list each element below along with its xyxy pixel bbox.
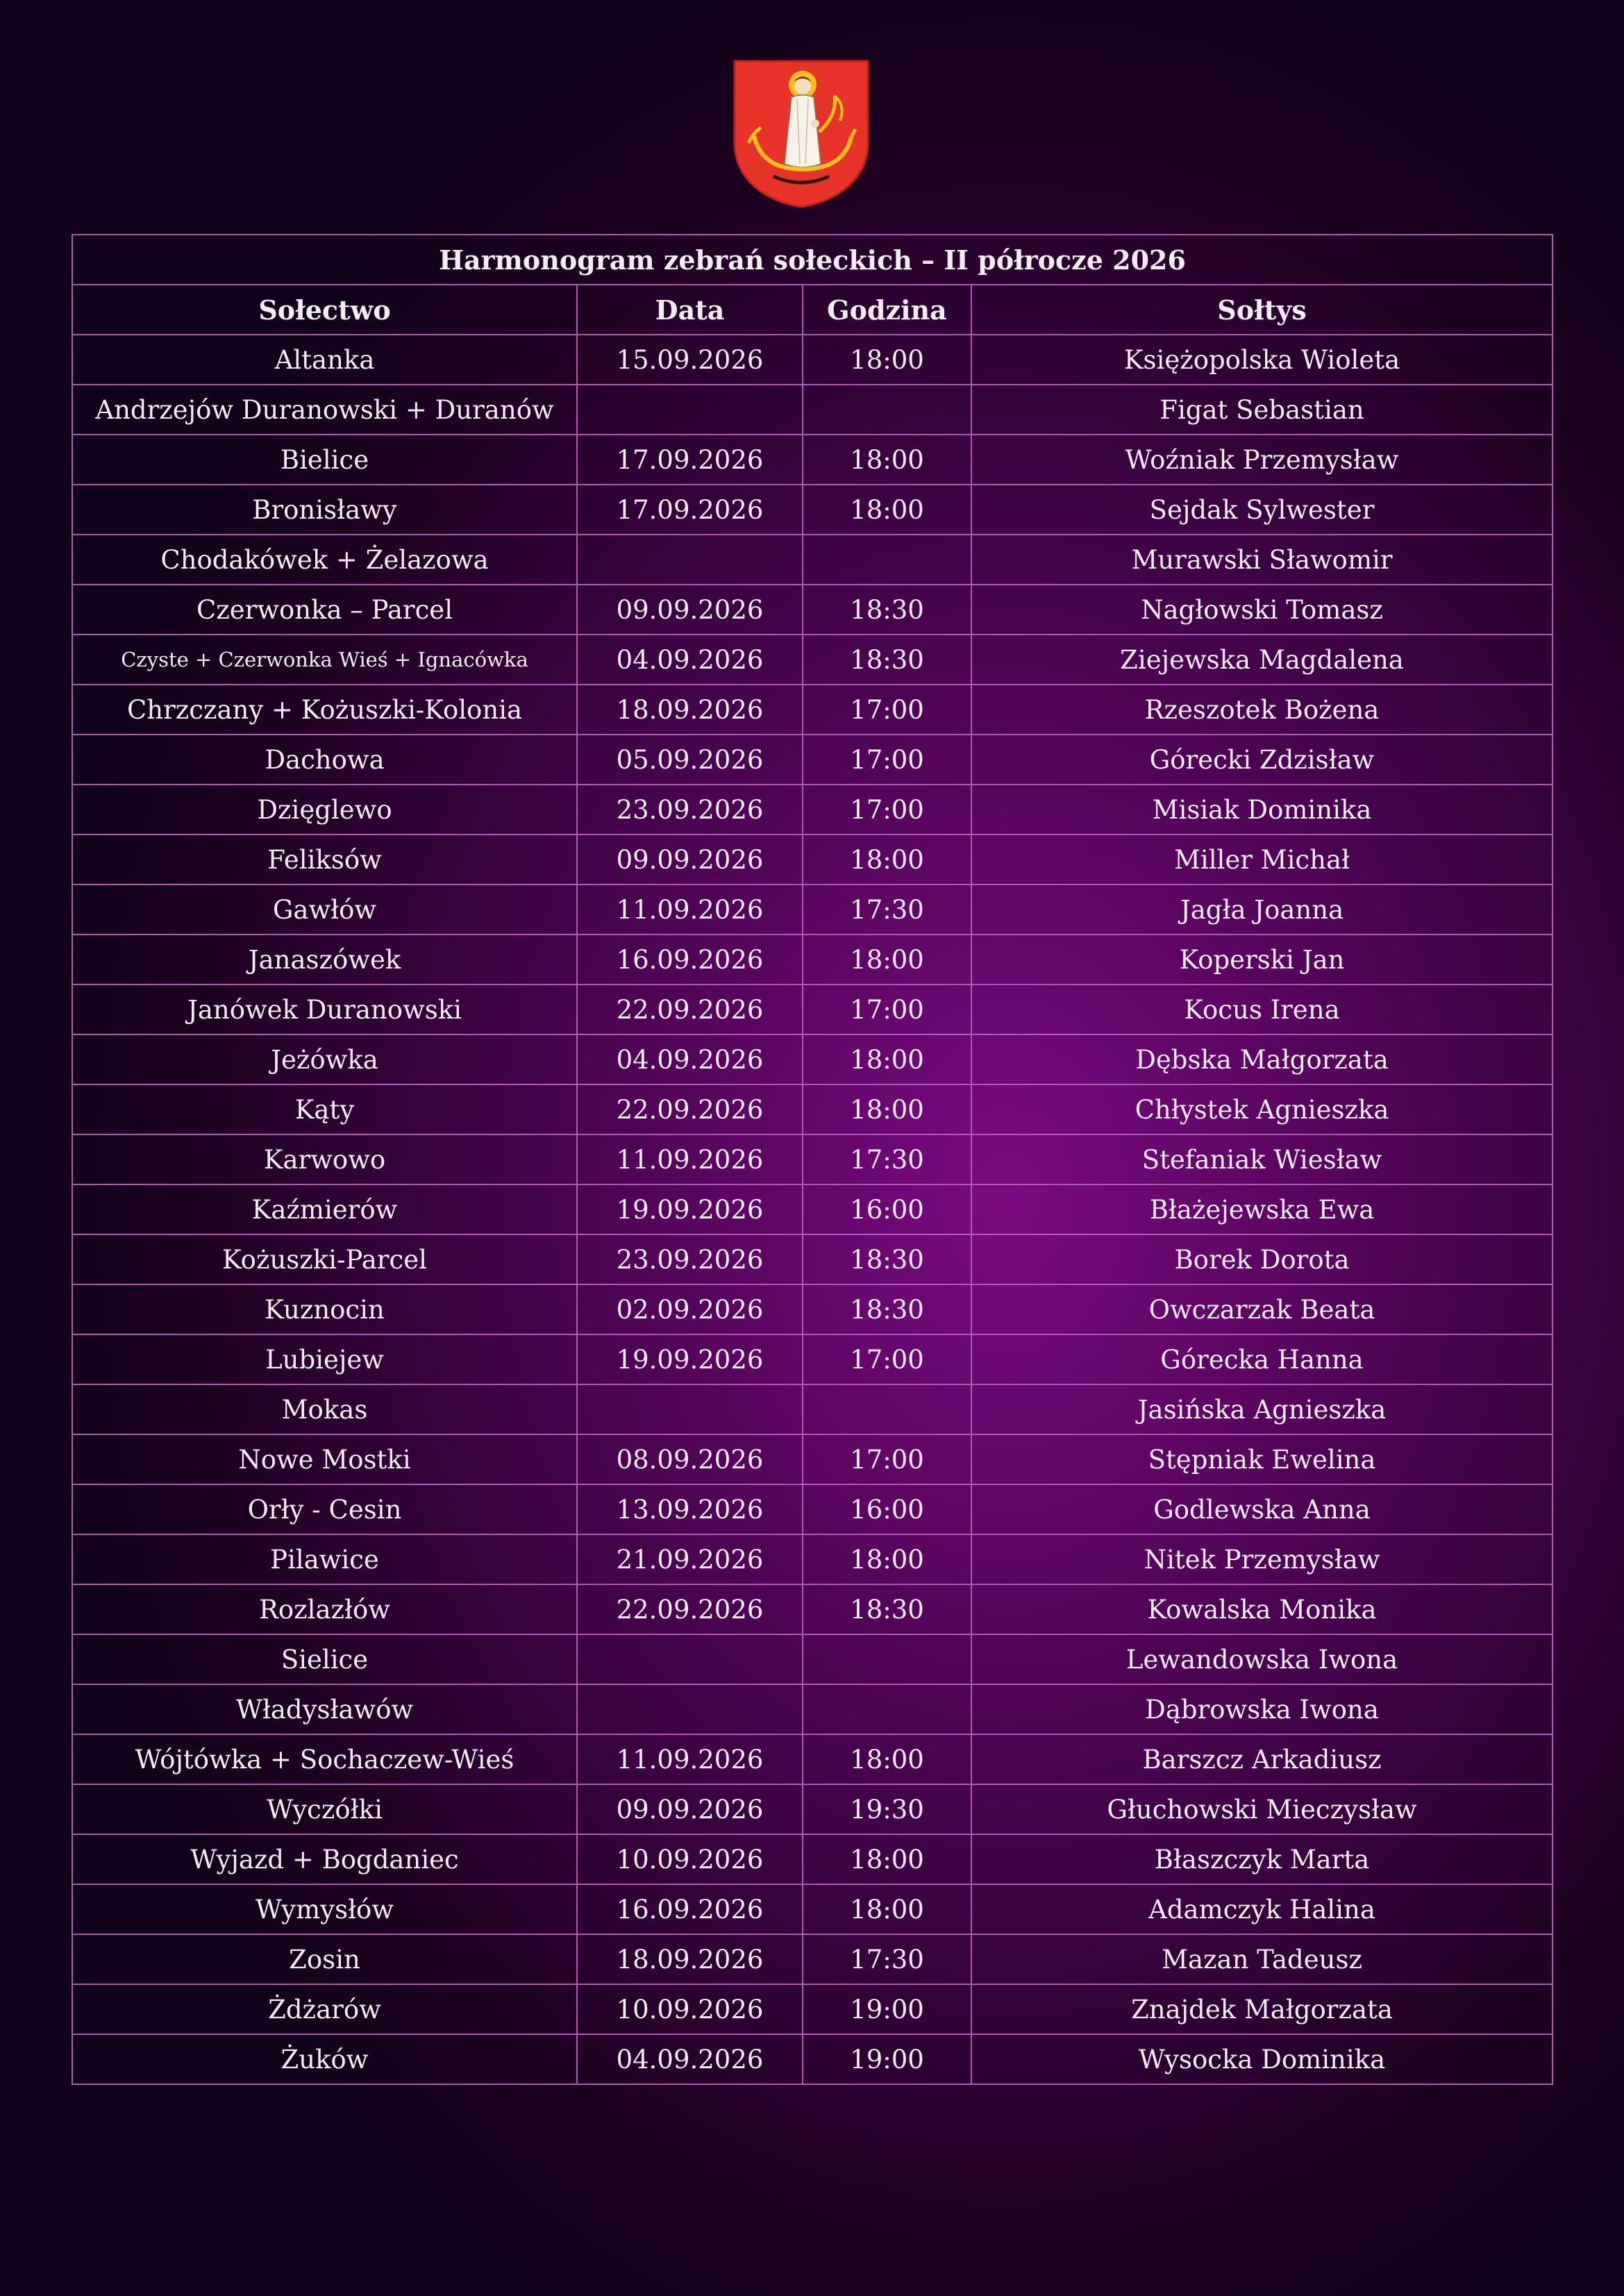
cell-data: 16.09.2026 xyxy=(577,1884,803,1934)
cell-soltys: Kocus Irena xyxy=(971,984,1552,1034)
cell-godzina xyxy=(803,1684,971,1734)
cell-data: 22.09.2026 xyxy=(577,984,803,1034)
cell-solectwo: Kożuszki-Parcel xyxy=(72,1234,577,1284)
cell-godzina: 17:00 xyxy=(803,785,971,835)
cell-godzina: 18:30 xyxy=(803,585,971,635)
cell-godzina xyxy=(803,385,971,435)
cell-solectwo: Wyczółki xyxy=(72,1784,577,1834)
cell-data xyxy=(577,1384,803,1434)
cell-solectwo: Wymysłów xyxy=(72,1884,577,1934)
cell-soltys: Barszcz Arkadiusz xyxy=(971,1734,1552,1784)
table-row xyxy=(72,1884,1552,1934)
cell-data: 13.09.2026 xyxy=(577,1484,803,1534)
cell-godzina: 16:00 xyxy=(803,1484,971,1534)
table-row xyxy=(72,485,1552,535)
column-header-godzina: Godzina xyxy=(803,285,971,335)
cell-soltys: Górecki Zdzisław xyxy=(971,735,1552,785)
cell-soltys: Stefaniak Wiesław xyxy=(971,1134,1552,1184)
cell-soltys: Chłystek Agnieszka xyxy=(971,1084,1552,1134)
cell-data: 08.09.2026 xyxy=(577,1434,803,1484)
table-row xyxy=(72,1434,1552,1484)
cell-data: 17.09.2026 xyxy=(577,435,803,485)
table-row xyxy=(72,1934,1552,1984)
cell-godzina: 18:00 xyxy=(803,335,971,385)
cell-soltys: Misiak Dominika xyxy=(971,785,1552,835)
table-row xyxy=(72,1334,1552,1384)
cell-godzina: 18:00 xyxy=(803,1834,971,1884)
cell-godzina: 18:00 xyxy=(803,1734,971,1784)
cell-solectwo: Żuków xyxy=(72,2034,577,2084)
cell-godzina xyxy=(803,1634,971,1684)
column-header-soltys: Sołtys xyxy=(971,285,1552,335)
cell-soltys: Adamczyk Halina xyxy=(971,1884,1552,1934)
cell-godzina: 18:00 xyxy=(803,435,971,485)
cell-godzina: 18:30 xyxy=(803,635,971,685)
cell-solectwo: Władysławów xyxy=(72,1684,577,1734)
table-row xyxy=(72,385,1552,435)
cell-data: 23.09.2026 xyxy=(577,785,803,835)
cell-godzina xyxy=(803,535,971,585)
cell-soltys: Lewandowska Iwona xyxy=(971,1634,1552,1684)
cell-soltys: Znajdek Małgorzata xyxy=(971,1984,1552,2034)
cell-godzina: 17:30 xyxy=(803,1134,971,1184)
cell-solectwo: Lubiejew xyxy=(72,1334,577,1384)
cell-data: 05.09.2026 xyxy=(577,735,803,785)
cell-solectwo: Czerwonka – Parcel xyxy=(72,585,577,635)
cell-godzina: 17:00 xyxy=(803,735,971,785)
cell-data: 09.09.2026 xyxy=(577,1784,803,1834)
cell-godzina: 18:00 xyxy=(803,1034,971,1084)
cell-solectwo: Sielice xyxy=(72,1634,577,1684)
cell-godzina: 18:00 xyxy=(803,1534,971,1584)
table-row xyxy=(72,1534,1552,1584)
cell-soltys: Górecka Hanna xyxy=(971,1334,1552,1384)
cell-soltys: Nagłowski Tomasz xyxy=(971,585,1552,635)
cell-godzina: 18:00 xyxy=(803,485,971,535)
cell-solectwo: Żdżarów xyxy=(72,1984,577,2034)
table-row xyxy=(72,1834,1552,1884)
cell-soltys: Ziejewska Magdalena xyxy=(971,635,1552,685)
cell-solectwo: Bronisławy xyxy=(72,485,577,535)
cell-solectwo: Andrzejów Duranowski + Duranów xyxy=(72,385,577,435)
cell-data: 16.09.2026 xyxy=(577,935,803,984)
column-header-solectwo: Sołectwo xyxy=(72,285,577,335)
cell-solectwo: Karwowo xyxy=(72,1134,577,1184)
cell-godzina: 18:30 xyxy=(803,1284,971,1334)
cell-data xyxy=(577,385,803,435)
cell-soltys: Koperski Jan xyxy=(971,935,1552,984)
cell-soltys: Godlewska Anna xyxy=(971,1484,1552,1534)
table-row xyxy=(72,1084,1552,1134)
table-row xyxy=(72,535,1552,585)
table-row xyxy=(72,1184,1552,1234)
cell-data: 18.09.2026 xyxy=(577,1934,803,1984)
cell-godzina: 18:00 xyxy=(803,835,971,885)
cell-godzina: 17:00 xyxy=(803,1434,971,1484)
table-row xyxy=(72,1134,1552,1184)
table-row xyxy=(72,585,1552,635)
cell-solectwo: Feliksów xyxy=(72,835,577,885)
cell-soltys: Księżopolska Wioleta xyxy=(971,335,1552,385)
header-row xyxy=(72,285,1552,335)
table-row xyxy=(72,1984,1552,2034)
cell-data: 04.09.2026 xyxy=(577,2034,803,2084)
cell-soltys: Mazan Tadeusz xyxy=(971,1934,1552,1984)
coat-of-arms-icon xyxy=(733,60,869,208)
table-row xyxy=(72,885,1552,935)
cell-soltys: Owczarzak Beata xyxy=(971,1284,1552,1334)
cell-soltys: Figat Sebastian xyxy=(971,385,1552,435)
table-row xyxy=(72,935,1552,984)
table-row xyxy=(72,1384,1552,1434)
cell-soltys: Jagła Joanna xyxy=(971,885,1552,935)
cell-godzina: 17:30 xyxy=(803,885,971,935)
cell-godzina: 16:00 xyxy=(803,1184,971,1234)
cell-soltys: Wysocka Dominika xyxy=(971,2034,1552,2084)
table-row xyxy=(72,1784,1552,1834)
cell-godzina: 17:00 xyxy=(803,685,971,735)
cell-solectwo: Kąty xyxy=(72,1084,577,1134)
cell-data: 02.09.2026 xyxy=(577,1284,803,1334)
cell-soltys: Błaszczyk Marta xyxy=(971,1834,1552,1884)
cell-soltys: Jasińska Agnieszka xyxy=(971,1384,1552,1434)
cell-soltys: Rzeszotek Bożena xyxy=(971,685,1552,735)
cell-soltys: Kowalska Monika xyxy=(971,1584,1552,1634)
cell-solectwo: Janówek Duranowski xyxy=(72,984,577,1034)
cell-data: 22.09.2026 xyxy=(577,1084,803,1134)
cell-soltys: Dębska Małgorzata xyxy=(971,1034,1552,1084)
cell-solectwo: Bielice xyxy=(72,435,577,485)
cell-godzina xyxy=(803,1384,971,1434)
cell-solectwo: Jeżówka xyxy=(72,1034,577,1084)
cell-godzina: 18:00 xyxy=(803,1084,971,1134)
cell-soltys: Nitek Przemysław xyxy=(971,1534,1552,1584)
cell-data: 23.09.2026 xyxy=(577,1234,803,1284)
cell-soltys: Sejdak Sylwester xyxy=(971,485,1552,535)
cell-data: 22.09.2026 xyxy=(577,1584,803,1634)
table-row xyxy=(72,1684,1552,1734)
table-row xyxy=(72,1284,1552,1334)
cell-solectwo: Kuznocin xyxy=(72,1284,577,1334)
cell-solectwo: Altanka xyxy=(72,335,577,385)
cell-solectwo: Mokas xyxy=(72,1384,577,1434)
cell-soltys: Woźniak Przemysław xyxy=(971,435,1552,485)
cell-solectwo: Czyste + Czerwonka Wieś + Ignacówka xyxy=(72,635,577,685)
cell-solectwo: Janaszówek xyxy=(72,935,577,984)
cell-data: 09.09.2026 xyxy=(577,835,803,885)
cell-data xyxy=(577,1684,803,1734)
table-row xyxy=(72,1484,1552,1534)
cell-solectwo: Rozlazłów xyxy=(72,1584,577,1634)
cell-data: 19.09.2026 xyxy=(577,1184,803,1234)
cell-data xyxy=(577,535,803,585)
cell-data: 19.09.2026 xyxy=(577,1334,803,1384)
cell-solectwo: Wójtówka + Sochaczew-Wieś xyxy=(72,1734,577,1784)
cell-godzina: 19:00 xyxy=(803,1984,971,2034)
cell-godzina: 17:30 xyxy=(803,1934,971,1984)
cell-data: 11.09.2026 xyxy=(577,1134,803,1184)
cell-data: 10.09.2026 xyxy=(577,1984,803,2034)
cell-soltys: Błażejewska Ewa xyxy=(971,1184,1552,1234)
table-row xyxy=(72,2034,1552,2084)
cell-godzina: 17:00 xyxy=(803,1334,971,1384)
cell-soltys: Murawski Sławomir xyxy=(971,535,1552,585)
cell-godzina: 18:00 xyxy=(803,1884,971,1934)
cell-solectwo: Chodakówek + Żelazowa xyxy=(72,535,577,585)
table-row xyxy=(72,1034,1552,1084)
cell-godzina: 18:30 xyxy=(803,1234,971,1284)
title-row xyxy=(72,235,1552,285)
cell-solectwo: Wyjazd + Bogdaniec xyxy=(72,1834,577,1884)
table-row xyxy=(72,1584,1552,1634)
cell-godzina: 19:30 xyxy=(803,1784,971,1834)
cell-data: 11.09.2026 xyxy=(577,1734,803,1784)
table-row xyxy=(72,685,1552,735)
cell-soltys: Borek Dorota xyxy=(971,1234,1552,1284)
cell-godzina: 18:00 xyxy=(803,935,971,984)
cell-soltys: Dąbrowska Iwona xyxy=(971,1684,1552,1734)
cell-data: 11.09.2026 xyxy=(577,885,803,935)
cell-soltys: Miller Michał xyxy=(971,835,1552,885)
cell-solectwo: Gawłów xyxy=(72,885,577,935)
cell-data: 21.09.2026 xyxy=(577,1534,803,1584)
column-header-data: Data xyxy=(577,285,803,335)
table-row xyxy=(72,1634,1552,1684)
cell-soltys: Stępniak Ewelina xyxy=(971,1434,1552,1484)
cell-solectwo: Nowe Mostki xyxy=(72,1434,577,1484)
table-row xyxy=(72,835,1552,885)
cell-solectwo: Zosin xyxy=(72,1934,577,1984)
table-title: Harmonogram zebrań sołeckich – II półrocze 2026 xyxy=(72,235,1552,285)
table-row xyxy=(72,1234,1552,1284)
table-row xyxy=(72,984,1552,1034)
cell-data: 17.09.2026 xyxy=(577,485,803,535)
cell-data: 04.09.2026 xyxy=(577,1034,803,1084)
cell-solectwo: Kaźmierów xyxy=(72,1184,577,1234)
table-row xyxy=(72,635,1552,685)
cell-data: 04.09.2026 xyxy=(577,635,803,685)
cell-solectwo: Dzięglewo xyxy=(72,785,577,835)
table-row xyxy=(72,335,1552,385)
cell-solectwo: Chrzczany + Kożuszki-Kolonia xyxy=(72,685,577,735)
cell-data: 10.09.2026 xyxy=(577,1834,803,1884)
cell-solectwo: Dachowa xyxy=(72,735,577,785)
cell-data: 09.09.2026 xyxy=(577,585,803,635)
table-row xyxy=(72,435,1552,485)
cell-solectwo: Pilawice xyxy=(72,1534,577,1584)
schedule-table xyxy=(72,234,1553,2085)
table-row xyxy=(72,1734,1552,1784)
cell-data: 18.09.2026 xyxy=(577,685,803,735)
cell-godzina: 18:30 xyxy=(803,1584,971,1634)
cell-godzina: 19:00 xyxy=(803,2034,971,2084)
cell-godzina: 17:00 xyxy=(803,984,971,1034)
table-row xyxy=(72,785,1552,835)
cell-soltys: Głuchowski Mieczysław xyxy=(971,1784,1552,1834)
cell-data: 15.09.2026 xyxy=(577,335,803,385)
table-row xyxy=(72,735,1552,785)
cell-solectwo: Orły - Cesin xyxy=(72,1484,577,1534)
cell-data xyxy=(577,1634,803,1684)
